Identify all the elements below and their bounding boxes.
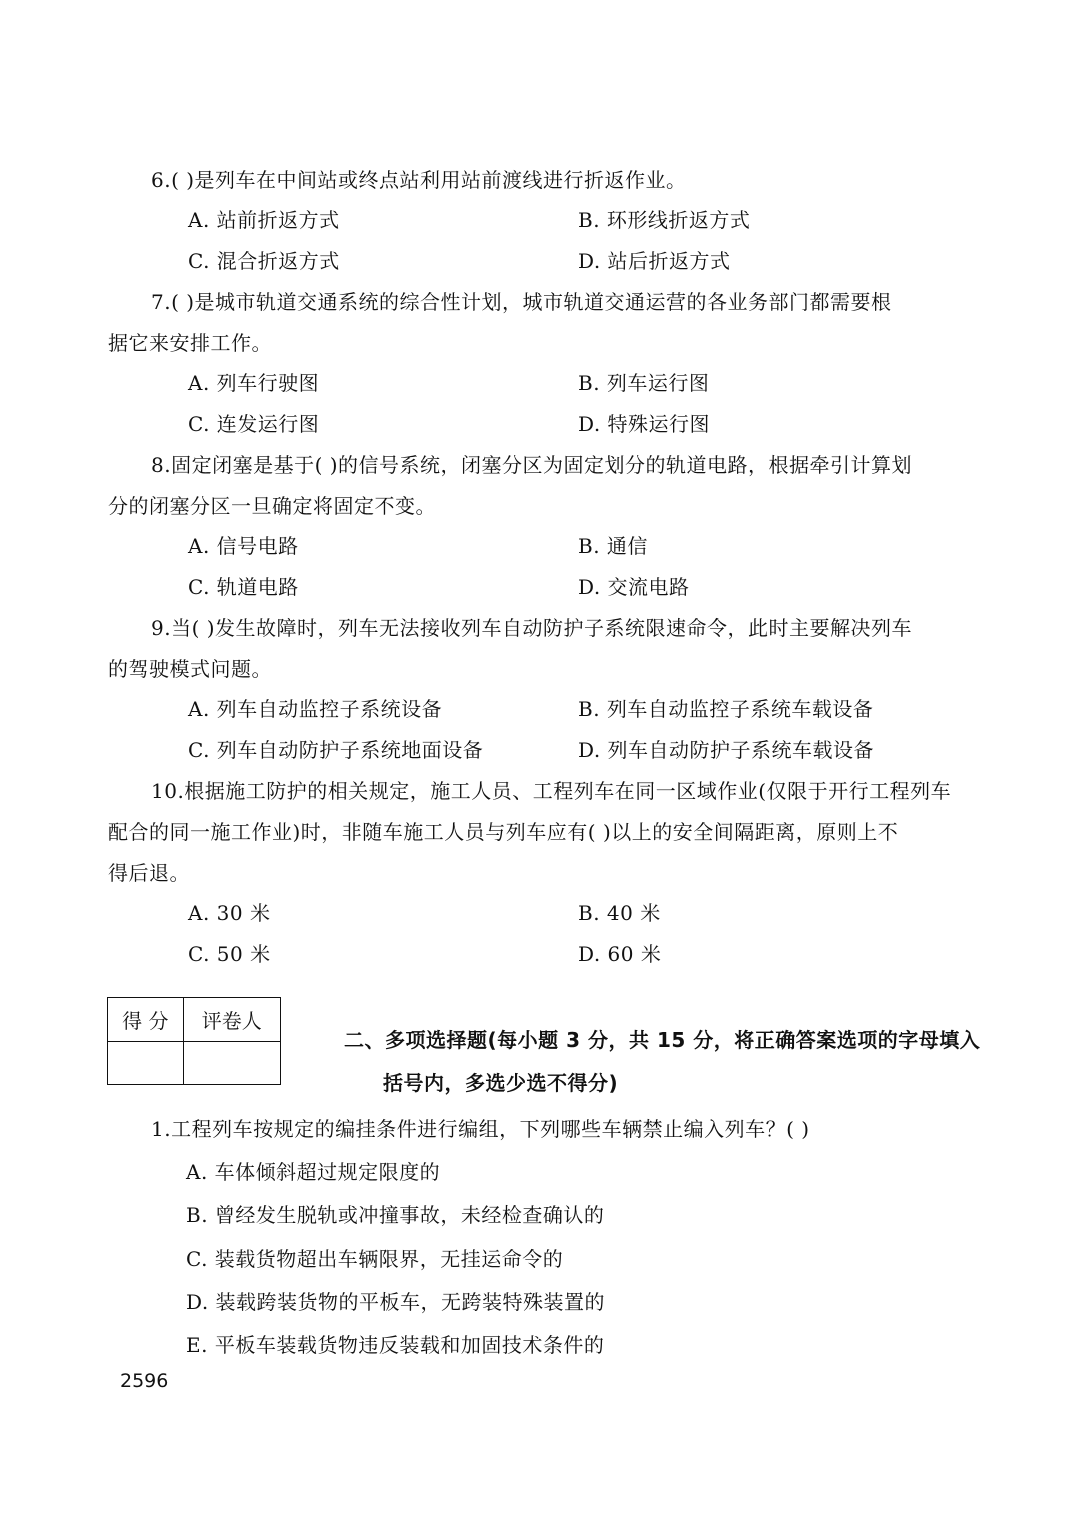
question-7-option-d: D. 特殊运行图 [578,412,711,436]
question-9-option-d: D. 列车自动防护子系统车载设备 [578,738,875,762]
question-10-option-c: C. 50 米 [188,942,271,966]
question-8-option-d: D. 交流电路 [578,575,690,599]
page-number: 2596 [120,1370,169,1392]
multi-question-1-option-b: B. 曾经发生脱轨或冲撞事故，未经检查确认的 [186,1203,605,1227]
question-6-stem: 6.( )是列车在中间站或终点站利用站前渡线进行折返作业。 [151,168,687,192]
multi-question-1-option-e: E. 平板车装载货物违反装载和加固技术条件的 [186,1333,605,1357]
question-8-stem: 8.固定闭塞是基于( )的信号系统，闭塞分区为固定划分的轨道电路，根据牵引计算划 [151,453,913,477]
section-2-title-cont: 括号内，多选少选不得分) [383,1071,619,1095]
question-10-option-a: A. 30 米 [188,901,271,925]
question-9-stem: 9.当( )发生故障时，列车无法接收列车自动防护子系统限速命令，此时主要解决列车 [151,616,913,640]
question-9-option-c: C. 列车自动防护子系统地面设备 [188,738,484,762]
multi-question-1-option-d: D. 装载跨装货物的平板车，无跨装特殊装置的 [186,1290,606,1314]
question-10-stem-cont-2: 得后退。 [108,861,190,885]
question-6-option-c: C. 混合折返方式 [188,249,340,273]
multi-question-1-option-c: C. 装载货物超出车辆限界，无挂运命令的 [186,1247,564,1271]
question-10-option-b: B. 40 米 [578,901,661,925]
score-cell [108,1041,184,1085]
multi-question-1-stem: 1.工程列车按规定的编挂条件进行编组，下列哪些车辆禁止编入列车？( ) [151,1117,810,1141]
question-10-stem-cont-1: 配合的同一施工作业)时，非随车施工人员与列车应有( )以上的安全间隔距离，原则上不 [108,820,899,844]
question-7-option-a: A. 列车行驶图 [188,371,320,395]
grader-label: 评卷人 [183,998,280,1042]
score-label: 得 分 [108,998,184,1042]
question-6-option-a: A. 站前折返方式 [188,208,340,232]
question-8-option-c: C. 轨道电路 [188,575,299,599]
section-2-title: 二、多项选择题(每小题 3 分，共 15 分，将正确答案选项的字母填入 [344,1028,981,1052]
question-6-option-b: B. 环形线折返方式 [578,208,751,232]
question-7-option-b: B. 列车运行图 [578,371,710,395]
question-9-option-b: B. 列车自动监控子系统车载设备 [578,697,874,721]
question-8-option-a: A. 信号电路 [188,534,299,558]
score-box [107,997,281,1085]
question-7-stem-cont: 据它来安排工作。 [108,331,272,355]
question-10-stem: 10.根据施工防护的相关规定，施工人员、工程列车在同一区域作业(仅限于开行工程列车 [151,779,952,803]
question-8-option-b: B. 通信 [578,534,648,558]
question-6-option-d: D. 站后折返方式 [578,249,731,273]
question-9-option-a: A. 列车自动监控子系统设备 [188,697,443,721]
question-9-stem-cont: 的驾驶模式问题。 [108,657,272,681]
question-8-stem-cont: 分的闭塞分区一旦确定将固定不变。 [108,494,436,518]
question-10-option-d: D. 60 米 [578,942,662,966]
question-7-option-c: C. 连发运行图 [188,412,320,436]
multi-question-1-option-a: A. 车体倾斜超过规定限度的 [186,1160,441,1184]
grader-cell [183,1041,280,1085]
question-7-stem: 7.( )是城市轨道交通系统的综合性计划，城市轨道交通运营的各业务部门都需要根 [151,290,892,314]
